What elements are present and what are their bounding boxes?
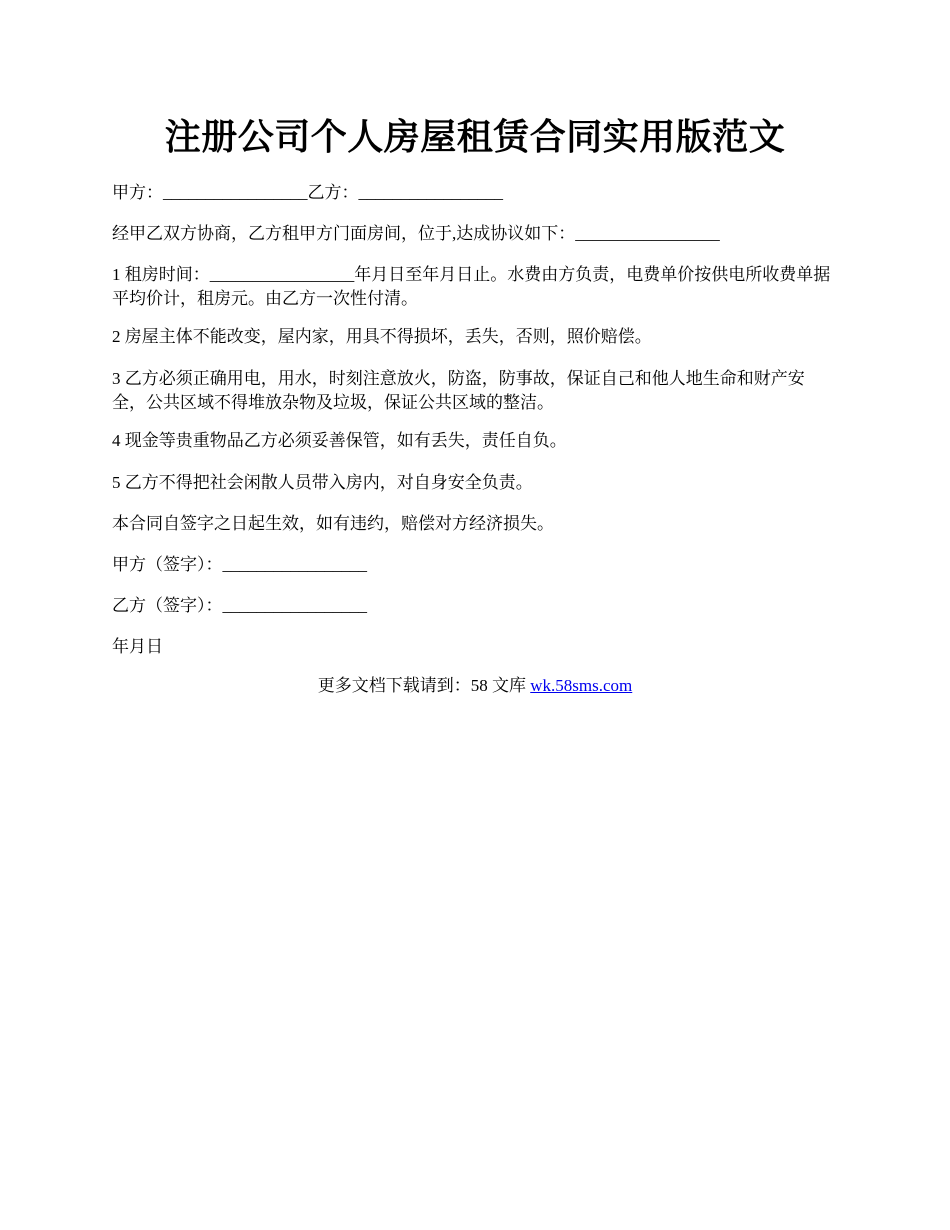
party-b-signature-line: 乙方（签字）：_________________ (112, 596, 367, 615)
effective-clause: 本合同自签字之日起生效，如有违约，赔偿对方经济损失。 (112, 514, 554, 533)
clause-3-safety: 3 乙方必须正确用电，用水，时刻注意放火，防盗，防事故，保证自己和他人地生命和财产安全，公共区域不得堆放杂物及垃圾，保证公共区域的整洁。 (112, 369, 805, 412)
clause-4-valuables: 4 现金等贵重物品乙方必须妥善保管，如有丢失，责任自负。 (112, 431, 567, 450)
clause-2-property-care: 2 房屋主体不能改变，屋内家，用具不得损坏，丢失，否则，照价赔偿。 (112, 327, 652, 346)
download-footer (0, 674, 950, 698)
clause-1-rental-period: 1 租房时间：_________________年月日至年月日止。水费由方负责，电费单价按供电所收费单据平均价计，租房元。由乙方一次性付清。 (112, 265, 831, 308)
agreement-intro: 经甲乙双方协商，乙方租甲方门面房间，位于,达成协议如下：_________________ (112, 224, 720, 243)
parties-line: 甲方：_________________乙方：_________________ (112, 183, 503, 202)
document-title: 注册公司个人房屋租赁合同实用版范文 (164, 117, 786, 157)
clause-5-visitors: 5 乙方不得把社会闲散人员带入房内，对自身安全负责。 (112, 473, 533, 492)
footer-text: 更多文档下载请到：58 文库 (317, 676, 531, 695)
date-line: 年月日 (112, 637, 163, 656)
party-a-signature-line: 甲方（签字）：_________________ (112, 555, 367, 574)
footer-link[interactable]: wk.58sms.com (530, 676, 633, 695)
